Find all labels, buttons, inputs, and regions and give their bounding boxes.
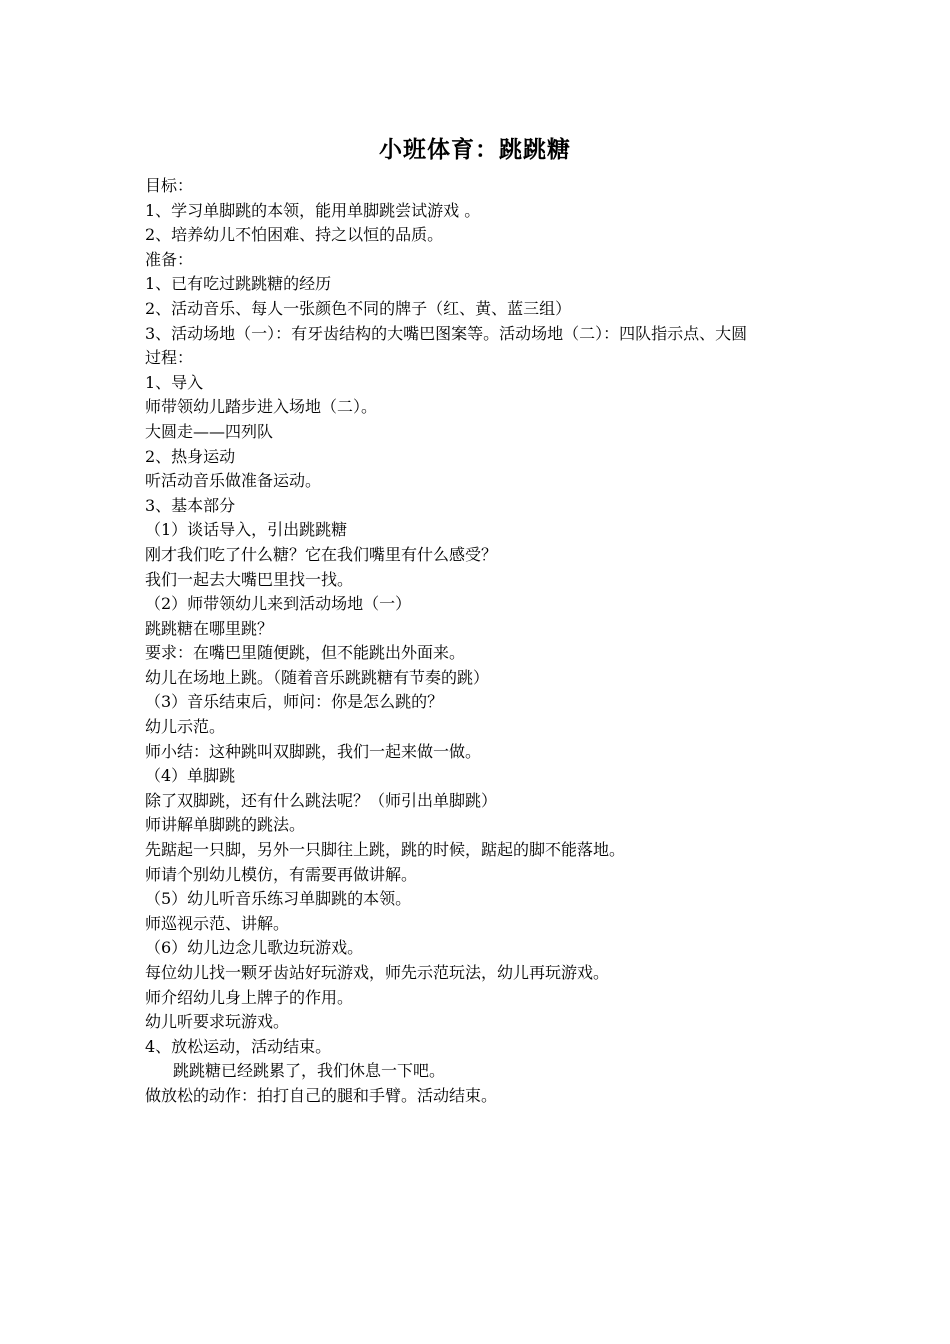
document-body (145, 174, 815, 1109)
section-heading-preparation: 准备： (145, 249, 194, 269)
section-heading-process: 过程： (145, 348, 194, 368)
sub-step: （6）幼儿边念儿歌边玩游戏。 (145, 938, 364, 958)
process-step: 4、放松运动，活动结束。 (145, 1036, 332, 1056)
sub-step: （5）幼儿听音乐练习单脚跳的本领。 (145, 889, 412, 909)
paragraph: 听活动音乐做准备运动。 (145, 471, 322, 491)
paragraph: 要求：在嘴巴里随便跳，但不能跳出外面来。 (145, 643, 466, 663)
paragraph: 每位幼儿找一颗牙齿站好玩游戏，师先示范玩法，幼儿再玩游戏。 (145, 963, 610, 982)
paragraph: 幼儿示范。 (145, 717, 226, 737)
paragraph: 先踮起一只脚，另外一只脚往上跳，跳的时候，踮起的脚不能落地。 (145, 840, 626, 860)
paragraph: 大圆走——四列队 (145, 421, 274, 441)
paragraph-indented: 跳跳糖已经跳累了，我们休息一下吧。 (173, 1061, 446, 1081)
paragraph: 师带领幼儿踏步进入场地（二）。 (145, 397, 378, 417)
paragraph: 幼儿在场地上跳。（随着音乐跳跳糖有节奏的跳） (145, 667, 490, 687)
paragraph: 师请个别幼儿模仿，有需要再做讲解。 (145, 864, 418, 884)
sub-step: （1）谈话导入，引出跳跳糖 (145, 520, 348, 540)
preparation-item: 1、已有吃过跳跳糖的经历 (145, 274, 332, 294)
preparation-item: 2、活动音乐、每人一张颜色不同的牌子（红、黄、蓝三组） (145, 298, 572, 318)
paragraph: 除了双脚跳，还有什么跳法呢？（师引出单脚跳） (145, 790, 498, 810)
process-step: 2、热身运动 (145, 446, 236, 466)
paragraph: 幼儿听要求玩游戏。 (145, 1012, 290, 1032)
paragraph: 师讲解单脚跳的跳法。 (145, 815, 306, 835)
process-step: 1、导入 (145, 372, 204, 392)
paragraph: 师巡视示范、讲解。 (145, 913, 290, 933)
paragraph: 师介绍幼儿身上牌子的作用。 (145, 987, 354, 1007)
paragraph: 刚才我们吃了什么糖？它在我们嘴里有什么感受？ (145, 544, 498, 564)
paragraph: 做放松的动作：拍打自己的腿和手臂。活动结束。 (145, 1085, 498, 1105)
sub-step: （3）音乐结束后，师问：你是怎么跳的？ (145, 692, 444, 712)
sub-step: （2）师带领幼儿来到活动场地（一） (145, 594, 412, 614)
goal-item: 2、培养幼儿不怕困难、持之以恒的品质。 (145, 225, 444, 245)
preparation-item: 3、活动场地（一）：有牙齿结构的大嘴巴图案等。活动场地（二）：四队指示点、大圆 (145, 323, 748, 343)
document-title: 小班体育：跳跳糖 (379, 136, 571, 163)
process-step: 3、基本部分 (145, 495, 236, 515)
goal-item: 1、学习单脚跳的本领，能用单脚跳尝试游戏 。 (145, 200, 481, 220)
paragraph: 师小结：这种跳叫双脚跳，我们一起来做一做。 (145, 741, 482, 761)
paragraph: 跳跳糖在哪里跳？ (145, 618, 274, 638)
section-heading-goals: 目标： (145, 176, 194, 195)
sub-step: （4）单脚跳 (145, 766, 236, 786)
paragraph: 我们一起去大嘴巴里找一找。 (145, 569, 354, 589)
